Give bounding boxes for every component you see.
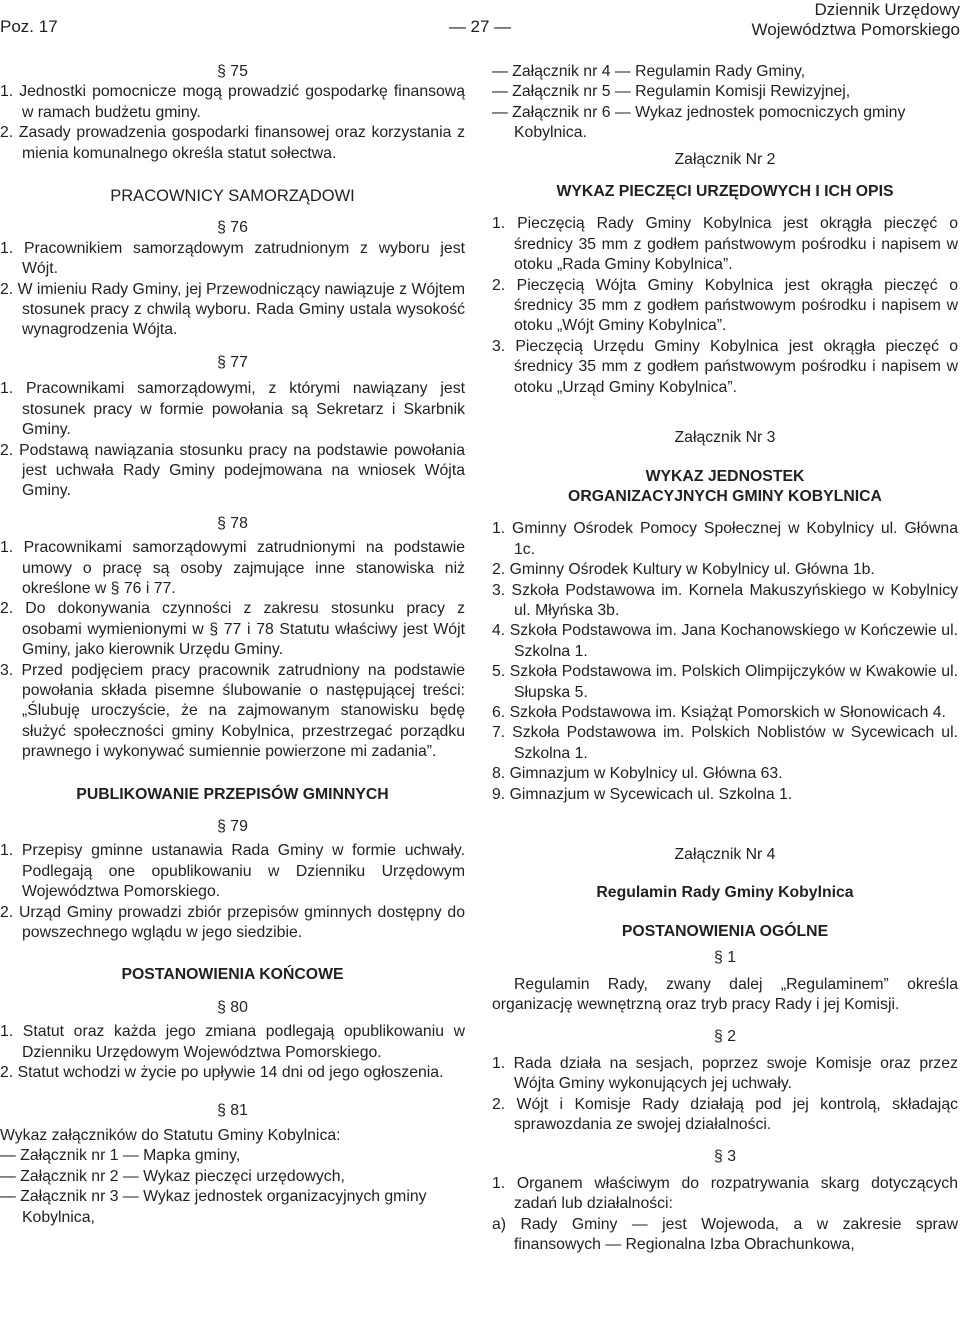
unit-item: 2. Gminny Ośrodek Kultury w Kobylnicy ul. Główna 1b.: [492, 561, 875, 579]
attachment-4-subheading: POSTANOWIENIA OGÓLNE: [621, 922, 829, 940]
section-heading-koncowe: POSTANOWIENIA KOŃCOWE: [121, 966, 344, 984]
regulation-s1-text: Regulamin Rady, zwany dalej „Regulaminem” określa organizację wewnętrzną oraz tryb pracy Rady i jej Komisji.: [492, 975, 958, 1014]
unit-item: 6. Szkoła Podstawowa im. Książąt Pomorskich w Słonowicach 4.: [492, 703, 946, 721]
section-heading-pracownicy: PRACOWNICY SAMORZĄDOWI: [110, 187, 355, 206]
attachment-list-item: — Załącznik nr 2 — Wykaz pieczęci urzędowych,: [0, 1167, 345, 1185]
page-position: Poz. 17: [0, 17, 58, 36]
paragraph-76-mark: § 76: [217, 219, 248, 237]
attachment-list-item: — Załącznik nr 1 — Mapka gminy,: [0, 1147, 241, 1165]
p78-item-1: 1. Pracownikami samorządowymi zatrudnionymi na podstawie umowy o pracę są osoby zajmujące inne stanowiska niż określone w § 76 i 77.: [0, 539, 465, 597]
attachment-3-title: Załącznik Nr 3: [674, 429, 776, 447]
attachment-list-item: — Załącznik nr 6 — Wykaz jednostek pomocniczych gminy Kobylnica.: [492, 103, 906, 142]
p77-item-1: 1. Pracownikami samorządowymi, z którymi nawiązany jest stosunek pracy w formie powołania są Sekretarz i Skarbnik Gminy.: [0, 380, 465, 439]
seal-item-2: 2. Pieczęcią Wójta Gminy Kobylnica jest okrągła pieczęć o średnicy 35 mm z godłem państwowym pośrodku i napisem w otoku „Wójt Gminy Kobylnica”.: [492, 276, 958, 335]
s2-item-1: 1. Rada działa na sesjach, poprzez swoje Komisje oraz przez Wójta Gminy wykonujących jej uchwały.: [492, 1054, 958, 1093]
journal-title: [752, 0, 960, 40]
attachment-list-item: — Załącznik nr 3 — Wykaz jednostek organizacyjnych gminy Kobylnica,: [0, 1188, 427, 1226]
paragraph-77-mark: § 77: [217, 353, 248, 371]
paragraph-1-mark: § 1: [714, 949, 736, 967]
journal-title-line1: Dziennik Urzędowy: [814, 0, 960, 19]
page-number: — 27 —: [448, 17, 512, 36]
p75-item-1: 1. Jednostki pomocnicze mogą prowadzić gospodarkę finansową w ramach budżetu gminy.: [0, 83, 465, 121]
unit-item: 3. Szkoła Podstawowa im. Kornela Makuszyńskiego w Kobylnicy ul. Młyńska 3b.: [492, 581, 958, 619]
section-heading-publikowanie: PUBLIKOWANIE PRZEPISÓW GMINNYCH: [76, 785, 389, 803]
unit-item: 1. Gminny Ośrodek Pomocy Społecznej w Kobylnicy ul. Główna 1c.: [492, 520, 958, 558]
attachment-4-heading: Regulamin Rady Gminy Kobylnica: [596, 884, 854, 902]
right-column: [492, 62, 958, 1256]
unit-item: 7. Szkoła Podstawowa im. Polskich Noblistów w Sycewicach ul. Szkolna 1.: [492, 724, 958, 762]
attachment-list-item: — Załącznik nr 4 — Regulamin Rady Gminy,: [492, 63, 806, 80]
attachment-3-heading-line2: ORGANIZACYJNYCH GMINY KOBYLNICA: [568, 487, 882, 505]
left-column: [0, 62, 465, 1228]
paragraph-78-mark: § 78: [217, 514, 248, 532]
p77-item-2: 2. Podstawą nawiązania stosunku pracy na podstawie powołania jest uchwała Rady Gminy podejmowana na wniosek Wójta Gminy.: [0, 441, 465, 500]
p80-item-1: 1. Statut oraz każda jego zmiana podlegają opublikowaniu w Dzienniku Urzędowym Województwa Pomorskiego.: [0, 1023, 465, 1061]
attachment-list-item: — Załącznik nr 5 — Regulamin Komisji Rewizyjnej,: [492, 83, 851, 101]
paragraph-75-mark: § 75: [217, 63, 248, 80]
attachment-4-title: Załącznik Nr 4: [674, 846, 776, 863]
p78-item-2: 2. Do dokonywania czynności z zakresu stosunku pracy z osobami wymienionymi w § 77 i 78 Statutu właściwy jest Wójt Gminy, jako kierownik Urzędu Gminy.: [0, 600, 465, 659]
paragraph-2-mark: § 2: [714, 1028, 736, 1046]
unit-item: 8. Gimnazjum w Kobylnicy ul. Główna 63.: [492, 765, 783, 783]
s3-item-a: a) Rady Gminy — jest Wojewoda, a w zakresie spraw finansowych — Regionalna Izba Obrachunkowa,: [492, 1215, 958, 1254]
p76-item-1: 1. Pracownikiem samorządowym zatrudnionym z wyboru jest Wójt.: [0, 239, 465, 278]
p80-item-2: 2. Statut wchodzi w życie po upływie 14 dni od jego ogłoszenia.: [0, 1064, 444, 1082]
unit-item: 9. Gimnazjum w Sycewicach ul. Szkolna 1.: [492, 785, 793, 803]
seal-item-3: 3. Pieczęcią Urzędu Gminy Kobylnica jest okrągła pieczęć o średnicy 35 mm z godłem państwowym pośrodku i napisem w otoku „Urząd Gminy Kobylnica”.: [492, 337, 958, 396]
attachment-3-heading-line1: WYKAZ JEDNOSTEK: [645, 467, 805, 485]
seal-item-1: 1. Pieczęcią Rady Gminy Kobylnica jest okrągła pieczęć o średnicy 35 mm z godłem państwowym pośrodku i napisem w otoku „Rada Gminy Kobylnica”.: [492, 215, 958, 274]
p79-item-2: 2. Urząd Gminy prowadzi zbiór przepisów gminnych dostępny do powszechnego wglądu w jego siedzibie.: [0, 903, 465, 942]
p78-item-3: 3. Przed podjęciem pracy pracownik zatrudniony na podstawie powołania składa pisemne ślubowanie o następującej treści: „Ślubuję uroczyście, że na zajmowanym stanowisku będę służyć społeczności gminy Kobylnica, przestrzegać porządku prawnego i wykonywać sumiennie powierzone mi zadania”.: [0, 661, 465, 761]
paragraph-3-mark: § 3: [714, 1148, 736, 1166]
s3-item-1: 1. Organem właściwym do rozpatrywania skarg dotyczących zadań lub działalności:: [492, 1174, 958, 1213]
paragraph-80-mark: § 80: [217, 998, 248, 1016]
unit-item: 4. Szkoła Podstawowa im. Jana Kochanowskiego w Kończewie ul. Szkolna 1.: [492, 622, 958, 660]
p75-item-2: 2. Zasady prowadzenia gospodarki finansowej oraz korzystania z mienia komunalnego określa statut sołectwa.: [0, 124, 465, 162]
paragraph-81-mark: § 81: [217, 1102, 248, 1120]
p76-item-2: 2. W imieniu Rady Gminy, jej Przewodniczący nawiązuje z Wójtem stosunek pracy z chwilą wyboru. Rada Gminy ustala wysokość wynagrodzenia Wójta.: [0, 280, 465, 339]
paragraph-79-mark: § 79: [217, 818, 248, 835]
p81-intro: Wykaz załączników do Statutu Gminy Kobylnica:: [0, 1126, 341, 1144]
attachment-2-heading: WYKAZ PIECZĘCI URZĘDOWYCH I ICH OPIS: [556, 183, 894, 201]
p79-item-1: 1. Przepisy gminne ustanawia Rada Gminy w formie uchwały. Podlegają one opublikowaniu w Dzienniku Urzędowym Województwa Pomorskiego.: [0, 842, 465, 901]
s2-item-2: 2. Wójt i Komisje Rady działają pod jej kontrolą, składając sprawozdania ze swojej działalności.: [492, 1095, 958, 1134]
attachment-2-title: Załącznik Nr 2: [674, 150, 776, 168]
unit-item: 5. Szkoła Podstawowa im. Polskich Olimpijczyków w Kwakowie ul. Słupska 5.: [492, 663, 958, 701]
journal-title-line2: Województwa Pomorskiego: [751, 20, 960, 39]
